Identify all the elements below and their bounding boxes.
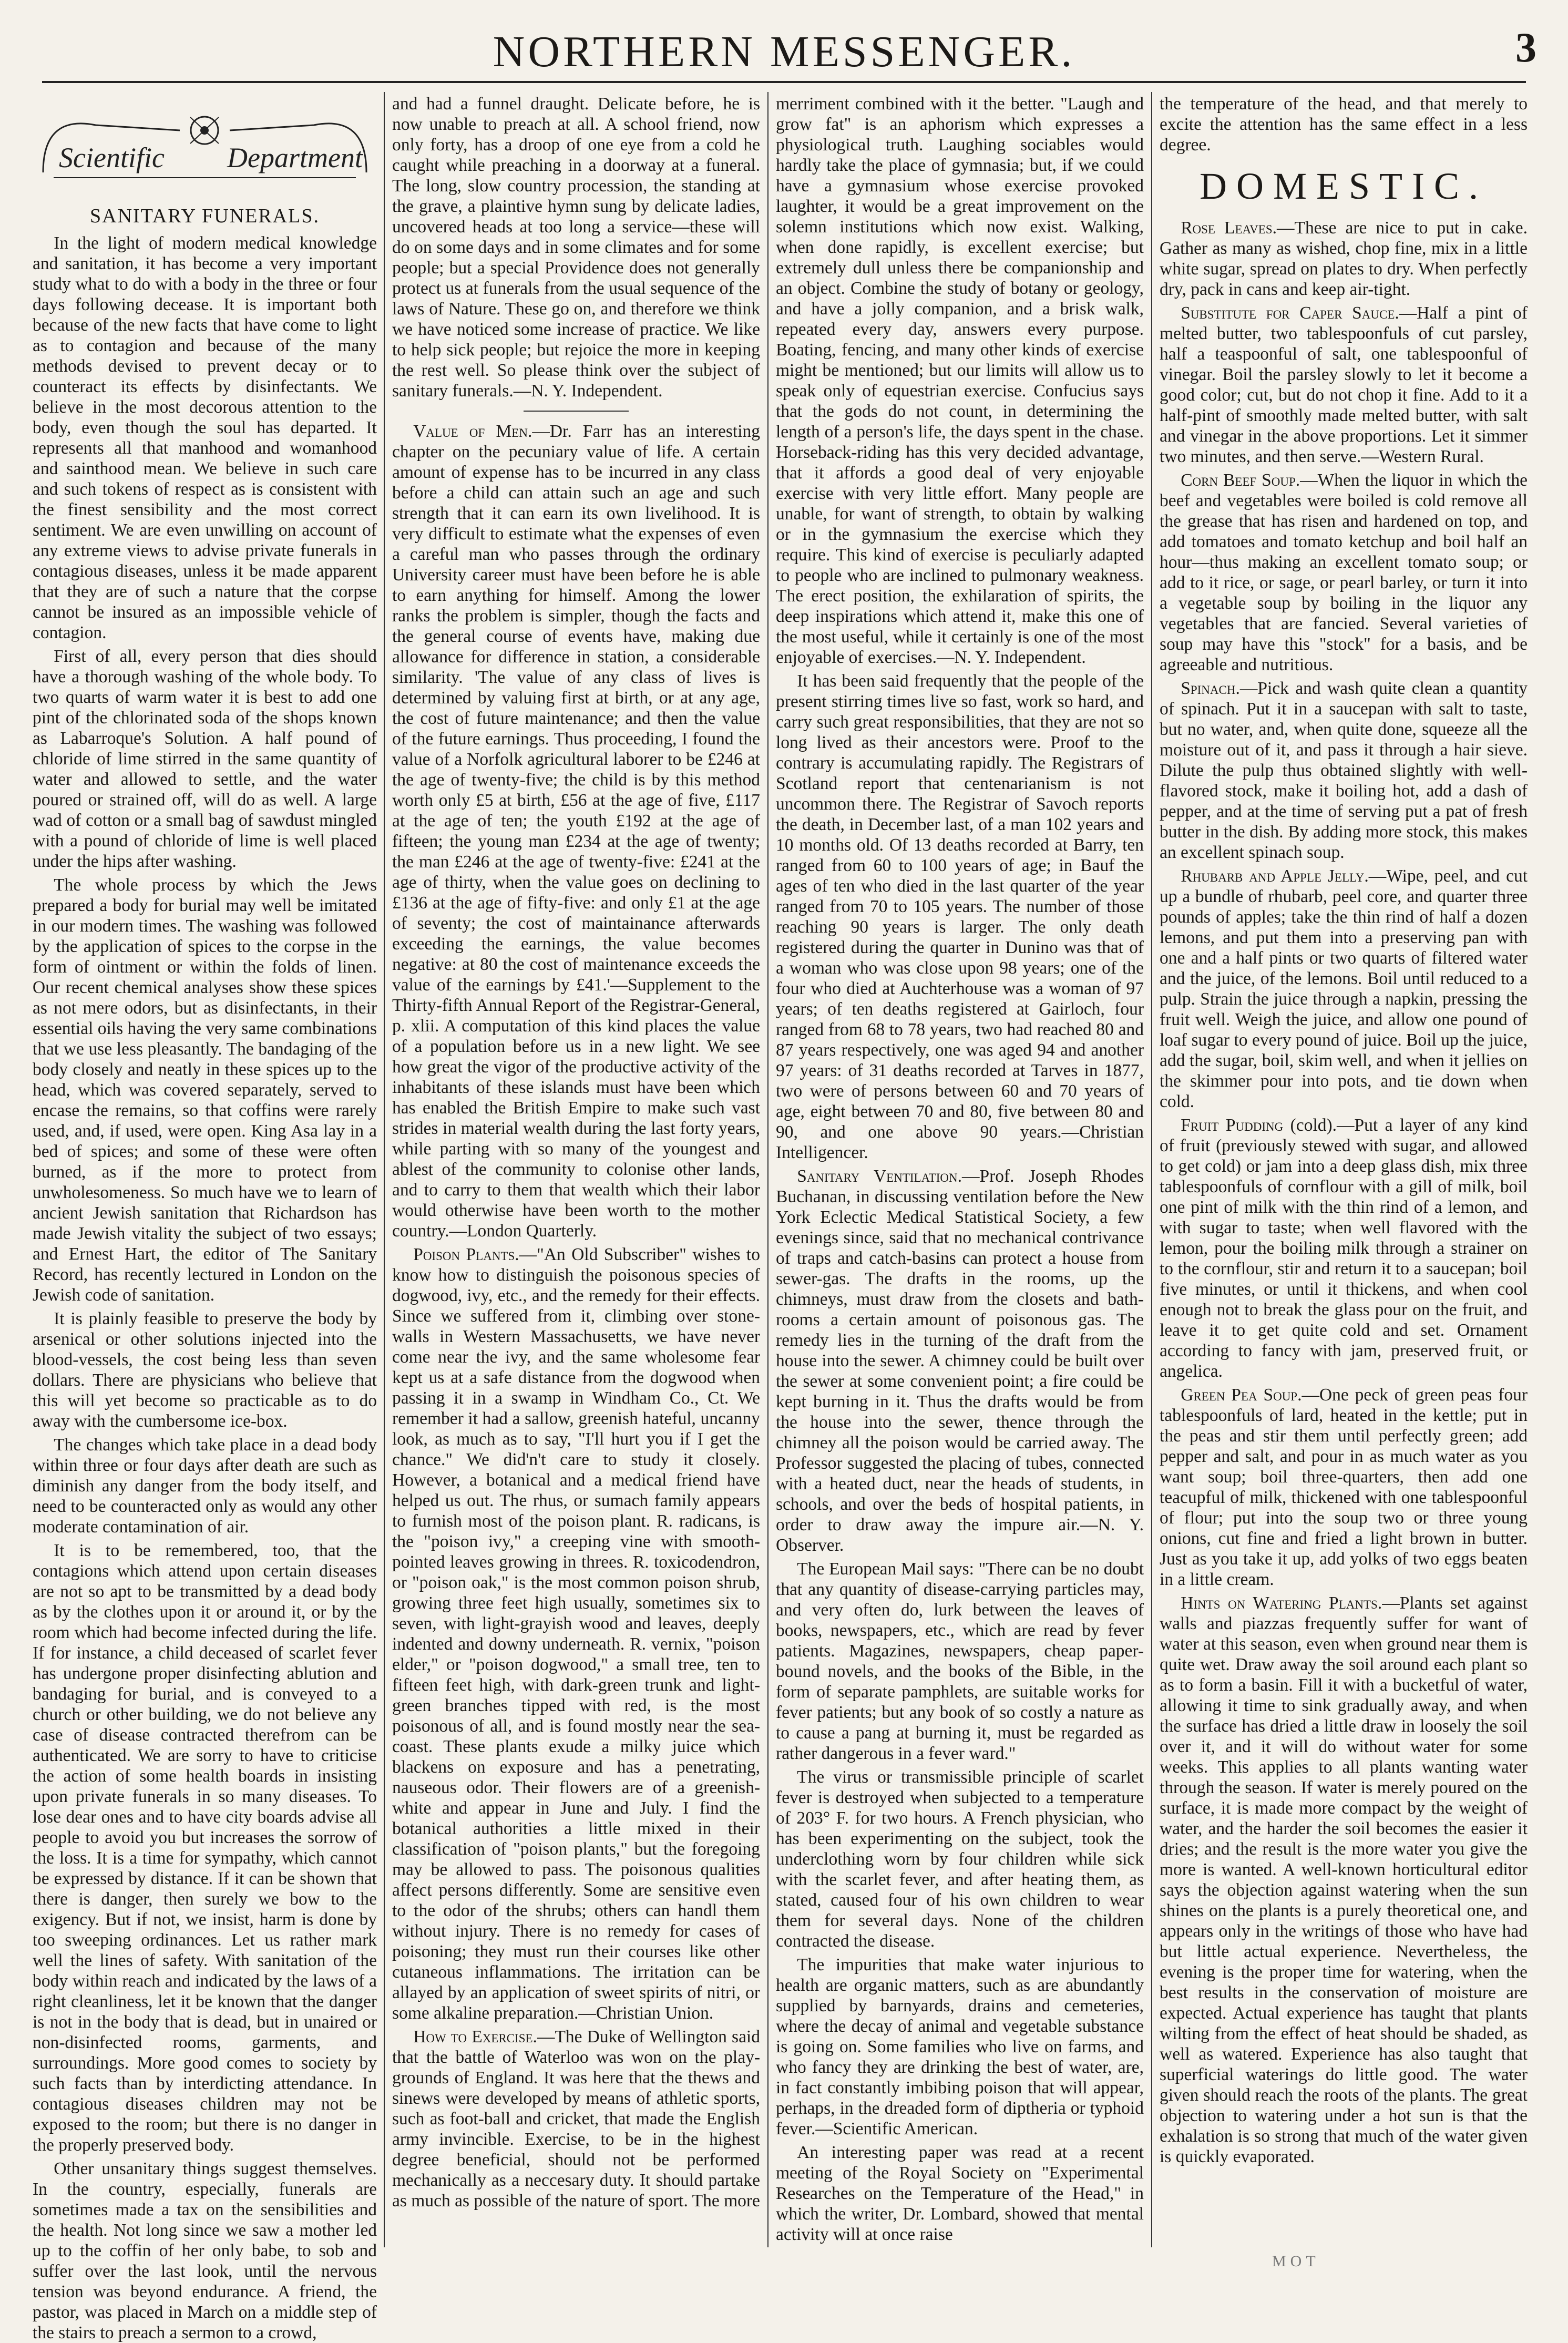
recipe-title: Substitute for Caper Sauce. [1181, 303, 1399, 323]
section-lead: Poison Plants. [413, 1245, 519, 1264]
paragraph: The changes which take place in a dead body within three or four days after death are such as diminish any danger from the body itself, and need to be counteracted only as would any other moderate contamination of air. [33, 1435, 377, 1537]
section-text: —Dr. Farr has an interesting chapter on the pecuniary value of life. A certain amount of expense has to be incurred in any class before a child can attain such an age and such strength that it can earn its own livelihood. It is very difficult to estimate what the expenses of even a careful man who passes through the ordinary University career must have been before he is able to earn anything for himself. Among the lower ranks the problem is simpler, though the facts and the general course of events have, making due allowance for difference in station, a considerable similarity. 'The value of any class of lives is determined by valuing first at birth, or at any age, the cost of future maintenance; and then the value of the future earnings. Thus proceeding, I found the value of a Norfolk agricultural laborer to be £246 at the age of twenty-five; the child is by this method worth only £5 at birth, £56 at the age of five, £117 at the age of ten; the youth £192 at the age of fifteen; the young man £234 at the age of twenty; the man £246 at the age of twenty-five: £241 at the age of thirty, when the value goes on declining to £136 at the age of fifty-five: and only £1 at the age of seventy; the cost of maintainance afterwards exceeding the earnings, the value becomes negative: at 80 the cost of maintenance exceeds the value of the earnings by £41.'—Supplement to the Thirty-fifth Annual Report of the Registrar-General, p. xlii. A computation of this kind places the value of a population before us in a new light. We see how great the vigor of the productive activity of the inhabitants of these islands must have been which has enabled the British Empire to make such vast strides in material wealth during the last forty years, while parting with so many of the youngest and ablest of the community to colonise other lands, and to carry to them that wealth which their labor would otherwise have been worth to the mother country.—London Quarterly. [392, 422, 761, 1241]
domestic-heading: DOMESTIC. [1199, 165, 1488, 207]
recipe [1160, 1385, 1528, 1590]
masthead-rule [42, 81, 1526, 83]
recipe-title: Hints on Watering Plants. [1181, 1593, 1382, 1613]
footer-mark: MOT [1272, 2253, 1320, 2270]
scientific-department-emblem [33, 94, 377, 199]
page-number: 3 [1515, 25, 1536, 71]
newspaper-title: NORTHERN MESSENGER. [493, 27, 1075, 76]
paragraph: It has been said frequently that the people of the present stirring times live so fast, work so hard, and carry such great responsibilities, that they are not so long lived as their ancestors were. Proof to the contrary is accumulating rapidly. The Registrars of Scotland report that centenarianism is not uncommon there. The Registrar of Savoch reports the death, in December last, of a man 102 years and 10 months old. Of 13 deaths recorded at Barry, ten ranged from 60 to 100 years of age; in Bauf the ages of ten who died in the last quarter of the year ranged from 70 to 105 years. The number of those reaching 90 years is larger. The only death registered during the quarter in Dunino was that of a woman who was close upon 98 years; one of the four who died at Auchterhouse was a woman of 97 years; of ten deaths registered at Gairloch, four ranged from 68 to 78 years, two had reached 80 and 87 years respectively, one was aged 94 and another 97 years: of 31 deaths recorded at Tarves in 1877, two were of persons between 60 and 70 years of age, eight between 70 and 80, five between 80 and 90, and one above 90 years.—Christian Intelligencer. [776, 671, 1144, 1162]
paragraph: merriment combined with it the better. "Laugh and grow fat" is an aphorism which expresses a physiological truth. Laughing sociables would hardly take the place of gymnasia; but, if we could have a gymnasium whose exercise provoked laughter, it would be a great improvement on the solemn institutions which now exist. Walking, when done rapidly, is excellent exercise; but extremely dull unless there be companionship and an object. Combine the study of botany or geology, and have a jolly companion, and a brisk walk, repeated every day, answers every purpose. Boating, fencing, and many other kinds of exercise might be mentioned; but our limits will allow us to speak only of equestrian exercise. Confucius says that the gods do not count, in determining the length of a person's life, the days spent in the chase. Horseback-riding has this very decided advantage, that it affords a good deal of very enjoyable exercise with very little effort. Many people are unable, for want of strength, to obtain by walking or in the gymnasium the exercise which they require. This kind of exercise is peculiarly adapted to people who are inclined to pulmonary weakness. The erect position, the exhilaration of spirits, the deep inspirations which attend it, make this one of the most useful, while it certainly is one of the most enjoyable of exercises.—N. Y. Independent. [776, 94, 1144, 667]
paragraph: First of all, every person that dies should have a thorough washing of the whole body. To two quarts of warm water it is best to add one pint of the chlorinated soda of the shops known as Labarroque's Solution. A half pound of chloride of lime stirred in the same quantity of water and allowed to settle, and the water poured or strained off, will do as well. A large wad of cotton or a small bag of sawdust mingled with a pound of chloride of lime is well placed under the hips after washing. [33, 647, 377, 871]
section-text: —"An Old Subscriber" wishes to know how to distinguish the poisonous species of dogwood, ivy, etc., and the remedy for their effects. Since we suffered from it, climbing over stone-walls in Western Massachusetts, we have never come near the ivy, and the same wholesome fear kept us at a safe distance from the dogwood when passing it in a swamp in Windham Co., Ct. We remember it had a sallow, greenish hateful, uncanny look, as much as to say, "I'll hurt you if I get the chance." We did'n't care to study it closely. However, a botanical and a medical friend have helped us out. The rhus, or sumach family appears to furnish most of the poison plant. R. radicans, is the "poison ivy," a creeping vine with smooth-pointed leaves growing in threes. R. toxicodendron, or "poison oak," is the most common poison shrub, growing three feet high usually, sometimes six to seven, with light-grayish wood and leaves, deeply indented and downy underneath. R. vernix, "poison elder," or "poison dogwood," a small tree, ten to fifteen feet high, with dark-green trunk and light-green branches tipped with red, is the most poisonous of all, and is found mostly near the sea-coast. These plants exude a milky juice which blackens on exposure and has a penetrating, nauseous odor. Their flowers are of a greenish-white and appear in June and July. I find the botanical authorities a little mixed in their classification of "poison plants," but the foregoing may be allowed to pass. The poisonous qualities affect persons differently. Some are sensitive even to the odor of the shrubs; others can handl them without injury. There is no remedy for cases of poisoning; they must run their courses like other cutaneous inflammations. The irritation can be allayed by an application of sweet spirits of nitri, or some alkaline preparation.—Christian Union. [392, 1245, 760, 2023]
svg-text:Department: Department [227, 142, 363, 173]
recipe-text: —Half a pint of melted butter, two tablespoonfuls of cut parsley, half a teaspoonful of salt, one tablespoonful of vinegar. Boil the parsley slowly to let it become a good color; cut, but do not chop it fine. Add to it a half-pint of smoothly made melted butter, with salt and vinegar in the above proportions. Let it simmer two minutes, and then serve.—Western Rural. [1160, 303, 1528, 466]
recipe [1160, 218, 1528, 300]
svg-text:Scientific: Scientific [59, 142, 165, 173]
recipe-title: Rose Leaves. [1181, 218, 1277, 238]
paragraph: It is to be remembered, too, that the contagions which attend upon certain diseases are not so apt to be transmitted by a dead body as by the clothes upon it or around it, or by the room which had become infected during the life. If for instance, a child deceased of scarlet fever has undergone proper disinfecting ablution and bandaging for burial, and is conveyed to a church or other building, we do not believe any case of disease contracted therefrom can be authenticated. We are sorry to have to criticise the action of some health boards in insisting upon private funerals in so many diseases. To lose dear ones and to have city boards advise all people to avoid you but increases the sorrow of the loss. It is a time for sympathy, which cannot be expressed by distance. If it can be shown that there is danger, then surely we bow to the exigency. But if not, we insist, harm is done by too sweeping ordinances. Let us rather mark well the lines of safety. With sanitation of the body within reach and indicated by the laws of a right cleanliness, let it be known that the danger is not in the body that is dead, but in unaired or non-disinfected rooms, garments, and surroundings. More good comes to society by such facts than by interdicting attendance. In contagious diseases children may not be exposed to the room; but there is no danger in the properly preserved body. [33, 1541, 377, 2155]
recipe [1160, 470, 1528, 675]
paragraph: It is plainly feasible to preserve the body by arsenical or other solutions injected into the blood-vessels, the cost being less than seven dollars. There are physicians who believe that this will yet become so practicable as to do away with the cumbersome ice-box. [33, 1309, 377, 1431]
recipe-title: Green Pea Soup. [1181, 1385, 1302, 1405]
recipe-title: Fruit Pudding [1181, 1116, 1284, 1135]
recipe-text: (cold).—Put a layer of any kind of fruit (previously stewed with sugar, and allowed to get cold) or jam into a deep glass dish, mix three tablespoonfuls of cornflour with a gill of milk, boil one pint of milk with the thin rind of a lemon, and with sugar to taste; when well flavored with the lemon, pour the boiling milk through a strainer on to the cornflour, stir and return it to a saucepan; boil five minutes, or until it thickens, and when cool enough not to break the glass pour on the fruit, and leave it to get quite cold and set. Ornament according to fancy with jam, preserved fruit, or angelica. [1160, 1116, 1528, 1381]
recipe-title: Rhubarb and Apple Jelly. [1181, 866, 1369, 886]
paragraph [776, 1166, 1144, 1556]
column-1 [33, 94, 377, 2342]
column-divider [384, 92, 385, 2247]
paragraph [392, 421, 760, 1241]
section-lead: How to Exercise. [413, 2027, 537, 2047]
paragraph: An interesting paper was read at a recent meeting of the Royal Society on "Experimental Researches on the Temperature of the Head," in which the writer, Dr. Lombard, showed that mental activity will at once raise [776, 2143, 1144, 2244]
paragraph: and had a funnel draught. Delicate before, he is now unable to preach at all. A school friend, now only forty, has a droop of one eye from a cold he caught while preaching in a doorway at a funeral. The long, slow country procession, the standing at the grave, a plaintive hymn sung by delicate ladies, uncovered heads at too long a service—these will do on some days and in some climates and for some people; but a special Providence does not generally protect us at funerals from the usual sequence of the laws of Nature. These go on, and therefore we think we have noticed some increase of practice. We like to help sick people; but rejoice the more in keeping the rest well. So please think over the subject of sanitary funerals.—N. Y. Independent. [392, 94, 760, 401]
recipe [1160, 1115, 1528, 1382]
paragraph [392, 1244, 760, 2023]
recipe [1160, 866, 1528, 1112]
column-2 [392, 94, 760, 2244]
paragraph [392, 2027, 760, 2211]
scientific-department-logo [33, 94, 377, 199]
paragraph: The virus or transmissible principle of scarlet fever is destroyed when subjected to a temperature of 203° F. for two hours. A French physician, who has been experimenting on the subject, took the underclothing worn by four children while sick with the scarlet fever, and after heating them, as stated, caused four of his own children to wear them for several days. None of the children contracted the disease. [776, 1767, 1144, 1951]
paragraph: In the light of modern medical knowledge and sanitation, it has become a very important study what to do with a body in the three or four days following decease. It is important both because of the new facts that have come to light as to contagion and because of the many methods devised to prevent decay or to counteract its effects by disinfectants. We believe in the most decorous attention to the body, even though the soul has departed. It represents all that manhood and womanhood and sainthood mean. We believe in such care and such tokens of respect as is consistent with the finest sensibility and the most correct sentiment. We are even unwilling on account of any extreme views to advise private funerals in contagious diseases, unless it be made apparent that they are of such a nature that the corpse cannot be insured as an impossible vehicle of contagion. [33, 233, 377, 642]
recipe [1160, 1593, 1528, 2167]
column-4 [1160, 94, 1528, 2244]
column-divider [1151, 92, 1152, 2247]
recipe-text: —Plants set against walls and piazzas frequently suffer for want of water at this season, even when ground near them is quite wet. Draw away the soil around each plant so as to form a basin. Fill it with a bucketful of water, allowing it time to sink gradually away, and when the surface has dried a little draw in loosely the soil over it, and it will do without water for some weeks. This applies to all plants wanting water through the season. If water is merely poured on the surface, it is made more compact by the weight of water, and the harder the soil becomes the easier it dries; and the result is the more water you give the more is wanted. A well-known horticultural editor says the objection against watering when the sun shines on the plants is a purely theoretical one, and appears only in the writings of those who have had but little actual experience. Nevertheless, the evening is the proper time for watering, when the best results in the conservation of moisture are expected. Actual experience has taught that plants wilting from the effect of heat should be shaded, as well as watered. Experience has also taught that superficial waterings do little good. The water given should reach the roots of the plants. The great objection to watering under a hot sun is that the exhalation is so strong that much of the water given is quickly evaporated. [1160, 1593, 1528, 2166]
recipe-text: —Wipe, peel, and cut up a bundle of rhubarb, peel core, and quarter three pounds of apples; take the thin rind of half a dozen lemons, and put them into a preserving pan with one and a half pints or two quarts of filtered water and the juice, of the lemons. Boil until reduced to a pulp. Strain the juice through a napkin, pressing the fruit well. Weigh the juice, and allow one pound of loaf sugar to every pound of juice. Boil up the juice, add the sugar, boil, skim well, and when it jellies on the skimmer pour into pots, and tie down when cold. [1160, 866, 1528, 1111]
recipe-text: —Pick and wash quite clean a quantity of spinach. Put it in a saucepan with salt to taste, but no water, and, when quite done, squeeze all the moisture out of it, and pass it through a hair sieve. Dilute the pulp thus obtained slightly with well-flavored stock, make it boiling hot, add a dash of pepper, and at the time of serving put a pat of fresh butter in the dish. By adding more stock, this makes an excellent spinach soup. [1160, 679, 1528, 862]
paragraph: The European Mail says: "There can be no doubt that any quantity of disease-carrying particles may, and very often do, lurk between the leaves of books, newspapers, etc., which are read by fever patients. Magazines, newspapers, cheap paper-bound novels, and the books of the Bible, in the form of separate pamphlets, are suitable works for fever patients; but any book of so costly a nature as to cause a pang at burning it, must be regarded as rather dangerous in a fever ward." [776, 1559, 1144, 1763]
section-text: —The Duke of Wellington said that the battle of Waterloo was won on the play-grounds of England. It was here that the thews and sinews were developed by means of athletic sports, such as foot-ball and cricket, that made the English army invincible. Exercise, to be in the highest degree beneficial, should not be performed mechanically as a neccesary duty. It should partake as much as possible of the nature of sport. The more [392, 2027, 760, 2211]
recipe [1160, 303, 1528, 467]
section-lead: Value of Men. [413, 422, 532, 441]
paragraph: The whole process by which the Jews prepared a body for burial may well be imitated in our modern times. The washing was followed by the application of spices to the corpse in the form of ointment or within the folds of linen. Our recent chemical analyses show these spices as not mere odors, but as disinfectants, in their essential oils having the very same combinations that we use less pleasantly. The bandaging of the body closely and neatly in these spices up to the head, which was covered separately, served to encase the remains, so that coffins were rarely used, and, if used, were open. King Asa lay in a bed of spices; and some of these were often burned, as if the more to protect from unwholesomeness. So much have we to learn of ancient Jewish sanitation that Richardson has made Jewish vitality the subject of two essays; and Ernest Hart, the editor of The Sanitary Record, has recently lectured in London on the Jewish code of sanitation. [33, 875, 377, 1305]
section-separator [524, 411, 629, 412]
paragraph: Other unsanitary things suggest themselves. In the country, especially, funerals are sometimes made a tax on the sensibilities and the health. Not long since we saw a mother led up to the coffin of her only babe, to sob and suffer over the last look, until the nervous tension was beyond endurance. A friend, the pastor, was placed in March on a middle step of the stairs to preach a sermon to a crowd, [33, 2159, 377, 2342]
recipe-text: —One peck of green peas four tablespoonfuls of lard, heated in the kettle; put in the peas and stir them until perfectly green; add pepper and salt, and pour in as much water as you want soup; boil three-quarters, then add one teacupful of milk, thickened with one tablespoonful of flour; put into the soup two or three young onions, cut fine and fried a light brown in butter. Just as you take it up, add yolks of two eggs beaten in a little cream. [1160, 1385, 1528, 1589]
column-3 [776, 94, 1144, 2244]
recipe-title: Corn Beef Soup. [1181, 470, 1300, 490]
recipe-title: Spinach. [1181, 679, 1240, 698]
recipe [1160, 678, 1528, 863]
masthead [21, 22, 1547, 85]
column-divider [767, 92, 768, 2247]
recipe-text: —These are nice to put in cake. Gather as many as wished, chop fine, mix in a little white sugar, spread on plates to dry. When perfectly dry, pack in cans and keep air-tight. [1160, 218, 1528, 299]
recipe-text: —When the liquor in which the beef and vegetables were boiled is cold remove all the grease that has risen and hardened on top, and add tomatoes and tomato ketchup and boil half an hour—thus making an excellent tomato soup; or add to it rice, or sage, or pearl barley, or turn it into a vegetable soup by boiling in the liquor any vegetables that are fancied. Several varieties of soup may have this "stock" for a basis, and be agreeable and nutritious. [1160, 470, 1528, 674]
section-text: —Prof. Joseph Rhodes Buchanan, in discussing ventilation before the New York Eclectic Medical Statistical Society, a few evenings since, said that no mechanical contrivance of traps and catch-basins can protect a house from sewer-gas. The drafts in the rooms, up the chimneys, must draw from the closets and bath-rooms a certain amount of poisonous gas. The remedy lies in the turning of the draft from the house into the sewer. A chimney could be built over the sewer at some convenient point; a fire could be kept burning in it. Thus the drafts would be from the house into the sewer, thence through the chimney all the poison would be carried away. The Professor suggested the placing of tubes, connected with a heated duct, near the heads of students, in schools, and over the beds of hospital patients, in order to draw away the impure air.—N. Y. Observer. [776, 1167, 1144, 1555]
paragraph: the temperature of the head, and that merely to excite the attention has the same effect in a less degree. [1160, 94, 1528, 155]
paragraph: The impurities that make water injurious to health are organic matters, such as are abundantly supplied by barnyards, drains and cemeteries, where the decay of animal and vegetable substance is going on. Some families who live on farms, and who fancy they are drinking the best of water, are, in fact constantly imbibing poison that will appear, perhaps, in the dreaded form of diptheria or typhoid fever.—Scientific American. [776, 1955, 1144, 2139]
section-lead: Sanitary Ventilation. [797, 1167, 962, 1186]
article-heading: SANITARY FUNERALS. [90, 205, 320, 227]
